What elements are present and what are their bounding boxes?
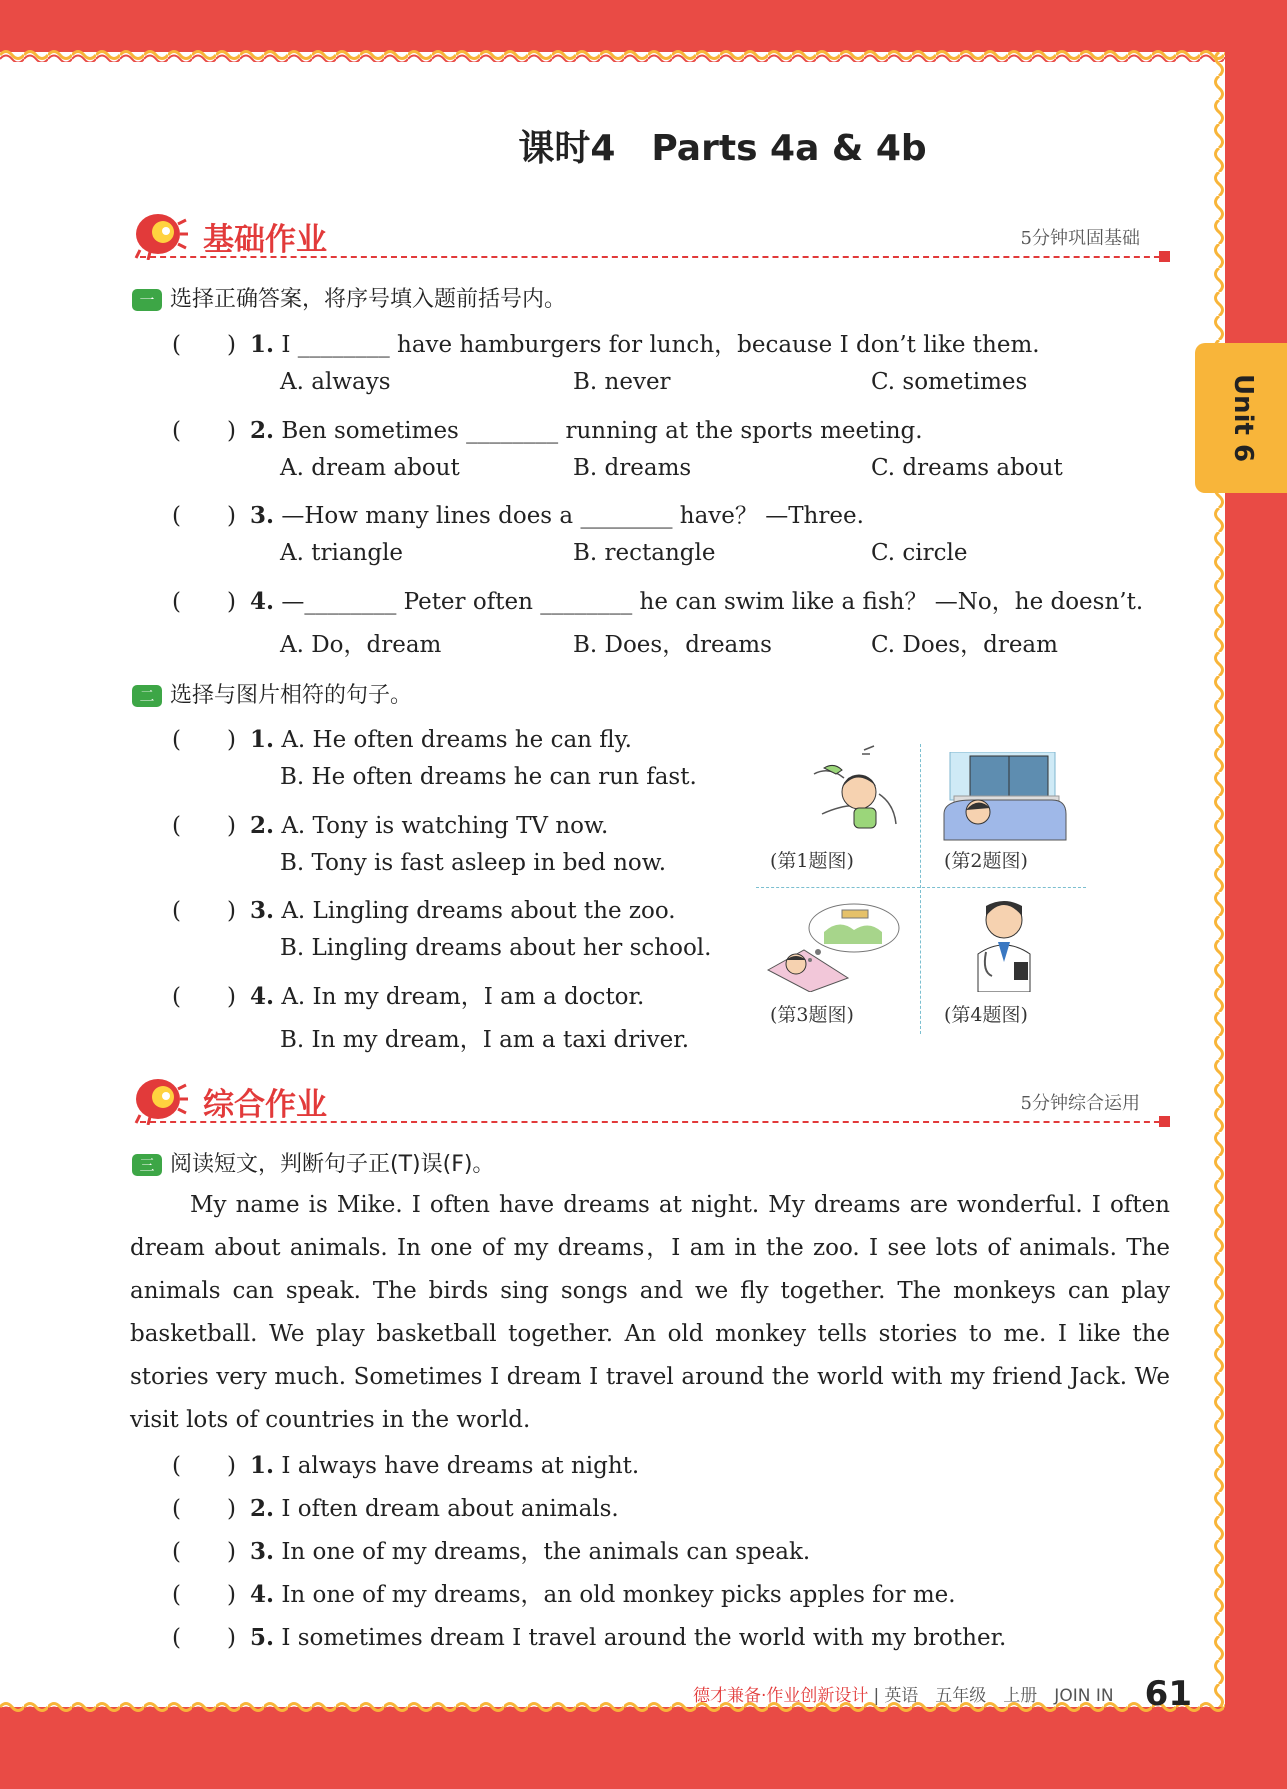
part3-question-4 [172,1576,956,1609]
question-number: 1. [250,1452,275,1479]
question-number: 1. [250,726,275,753]
question-text: —How many lines does a ________ have？ —Three. [274,503,864,529]
page-footer [693,1674,1192,1714]
part3-instruction [132,1147,494,1178]
option-a: A. dream about [280,455,460,481]
answer-blank[interactable]: ( ) [172,813,236,839]
section-time-note: 5分钟综合运用 [1020,1093,1140,1114]
section-comprehensive-homework [130,1075,1170,1125]
option-b: B. never [573,369,671,395]
option-a: A. triangle [280,540,404,566]
grid-divider-horizontal [756,887,1086,888]
answer-blank[interactable]: ( ) [172,898,236,924]
question-text: I often dream about animals. [274,1496,619,1522]
option-b: B. In my dream，I am a taxi driver. [280,1027,690,1053]
reading-passage [130,1184,1170,1442]
question-number: 3. [250,502,275,529]
part-badge: 一 [132,289,162,311]
part3-question-1 [172,1447,639,1480]
section-title: 基础作业 [203,222,327,258]
answer-blank[interactable]: ( ) [172,984,236,1010]
question-text: I ________ have hamburgers for lunch，because I don’t like them. [274,332,1040,358]
footer-brand: 德才兼备·作业创新设计 [692,1686,869,1706]
answer-blank[interactable]: ( ) [172,418,236,444]
section-time-note: 5分钟巩固基础 [1020,228,1140,249]
answer-blank[interactable]: ( ) [172,1496,236,1522]
part2-question-3 [172,892,676,925]
footer-separator: | [873,1686,880,1706]
answer-blank[interactable]: ( ) [172,727,236,753]
section-title: 综合作业 [203,1087,327,1123]
answer-blank[interactable]: ( ) [172,503,236,529]
question-number: 3. [250,1538,275,1565]
option-b: B. Does，dreams [573,632,772,658]
option-a: A. In my dream，I am a doctor. [274,984,645,1010]
part-badge: 三 [132,1154,162,1176]
instruction-text: 选择正确答案，将序号填入题前括号内。 [170,287,567,312]
part-badge: 二 [132,685,162,707]
part3-question-2 [172,1490,619,1523]
mascot-icon [130,210,190,260]
option-b: B. He often dreams he can run fast. [280,764,697,790]
question-text: I sometimes dream I travel around the world with my brother. [274,1625,1007,1651]
question-number: 3. [250,897,275,924]
question-number: 4. [250,1581,275,1608]
question-text: —________ Peter often ________ he can swim like a fish？ —No，he doesn’t. [274,589,1144,615]
instruction-text: 阅读短文，判断句子正(T)误(F)。 [170,1152,495,1177]
option-a: A. He often dreams he can fly. [274,727,632,753]
answer-blank[interactable]: ( ) [172,1625,236,1651]
question-number: 5. [250,1624,275,1651]
answer-blank[interactable]: ( ) [172,1539,236,1565]
page-title: 课时4 Parts 4a & 4b [518,128,927,169]
divider-end-marker [1159,1116,1170,1127]
option-c: C. dreams about [871,455,1063,481]
question-number: 2. [250,1495,275,1522]
option-c: C. circle [871,540,968,566]
question-text: Ben sometimes ________ running at the sports meeting. [274,418,923,444]
option-c: C. sometimes [871,369,1028,395]
unit-tab[interactable] [1195,343,1287,493]
option-b: B. Tony is fast asleep in bed now. [280,850,667,876]
option-a: A. Lingling dreams about the zoo. [274,898,676,924]
picture-caption-2: (第2题图) [944,850,1028,872]
top-wavy-border [0,48,1225,62]
question-number: 4. [250,983,275,1010]
grid-divider-vertical [920,744,921,1034]
answer-blank[interactable]: ( ) [172,332,236,358]
unit-tab-label: Unit 6 [1228,373,1258,463]
divider-end-marker [1159,251,1170,262]
option-b: B. dreams [573,455,692,481]
page-number: 61 [1144,1674,1192,1714]
mascot-icon [130,1075,190,1125]
part1-instruction [132,282,566,313]
part2-question-4 [172,978,644,1011]
picture-grid [756,744,1086,1034]
picture-caption-3: (第3题图) [770,1004,854,1026]
sleeping-boy-illustration [942,752,1072,844]
part1-question-2 [172,412,923,445]
answer-blank[interactable]: ( ) [172,1582,236,1608]
option-a: A. Do，dream [280,632,442,658]
option-b: B. Lingling dreams about her school. [280,935,712,961]
option-a: A. always [280,369,391,395]
option-a: A. Tony is watching TV now. [274,813,609,839]
part1-question-3 [172,497,864,530]
answer-blank[interactable]: ( ) [172,589,236,615]
part3-question-3 [172,1533,810,1566]
girl-dreaming-zoo-illustration [764,900,904,992]
part3-question-5 [172,1619,1006,1652]
option-c: C. Does，dream [871,632,1058,658]
answer-blank[interactable]: ( ) [172,1453,236,1479]
part2-question-1 [172,721,632,754]
section-divider [140,256,1170,258]
part1-question-1 [172,326,1040,359]
flying-boy-illustration [804,744,904,839]
right-wavy-border [1212,52,1226,1707]
option-b: B. rectangle [573,540,716,566]
question-text: I always have dreams at night. [274,1453,640,1479]
question-number: 4. [250,588,275,615]
part2-question-2 [172,807,608,840]
part2-instruction [132,678,412,709]
part1-question-4 [172,583,1143,616]
section-basic-homework [130,210,1170,260]
question-number: 2. [250,417,275,444]
question-number: 2. [250,812,275,839]
doctor-illustration [964,892,1044,992]
passage-text: My name is Mike. I often have dreams at night. My dreams are wonderful. I often dream about animals. In one of my dreams，I am in the zoo. I see lots of animals. The animals can speak. The birds sing songs and we fly together. The monkeys can play basketball. We play basketball together. An old monkey tells stories to me. I like the stories very much. Sometimes I dream I travel around the world with my friend Jack. We visit lots of countries in the world. [130,1192,1170,1433]
section-divider [140,1121,1170,1123]
instruction-text: 选择与图片相符的句子。 [170,683,413,708]
question-number: 1. [250,331,275,358]
picture-caption-1: (第1题图) [770,850,854,872]
footer-book-info: 英语 五年级 上册 JOIN IN [884,1686,1114,1706]
picture-caption-4: (第4题图) [944,1004,1028,1026]
question-text: In one of my dreams，the animals can speak. [274,1539,811,1565]
question-text: In one of my dreams，an old monkey picks apples for me. [274,1582,956,1608]
